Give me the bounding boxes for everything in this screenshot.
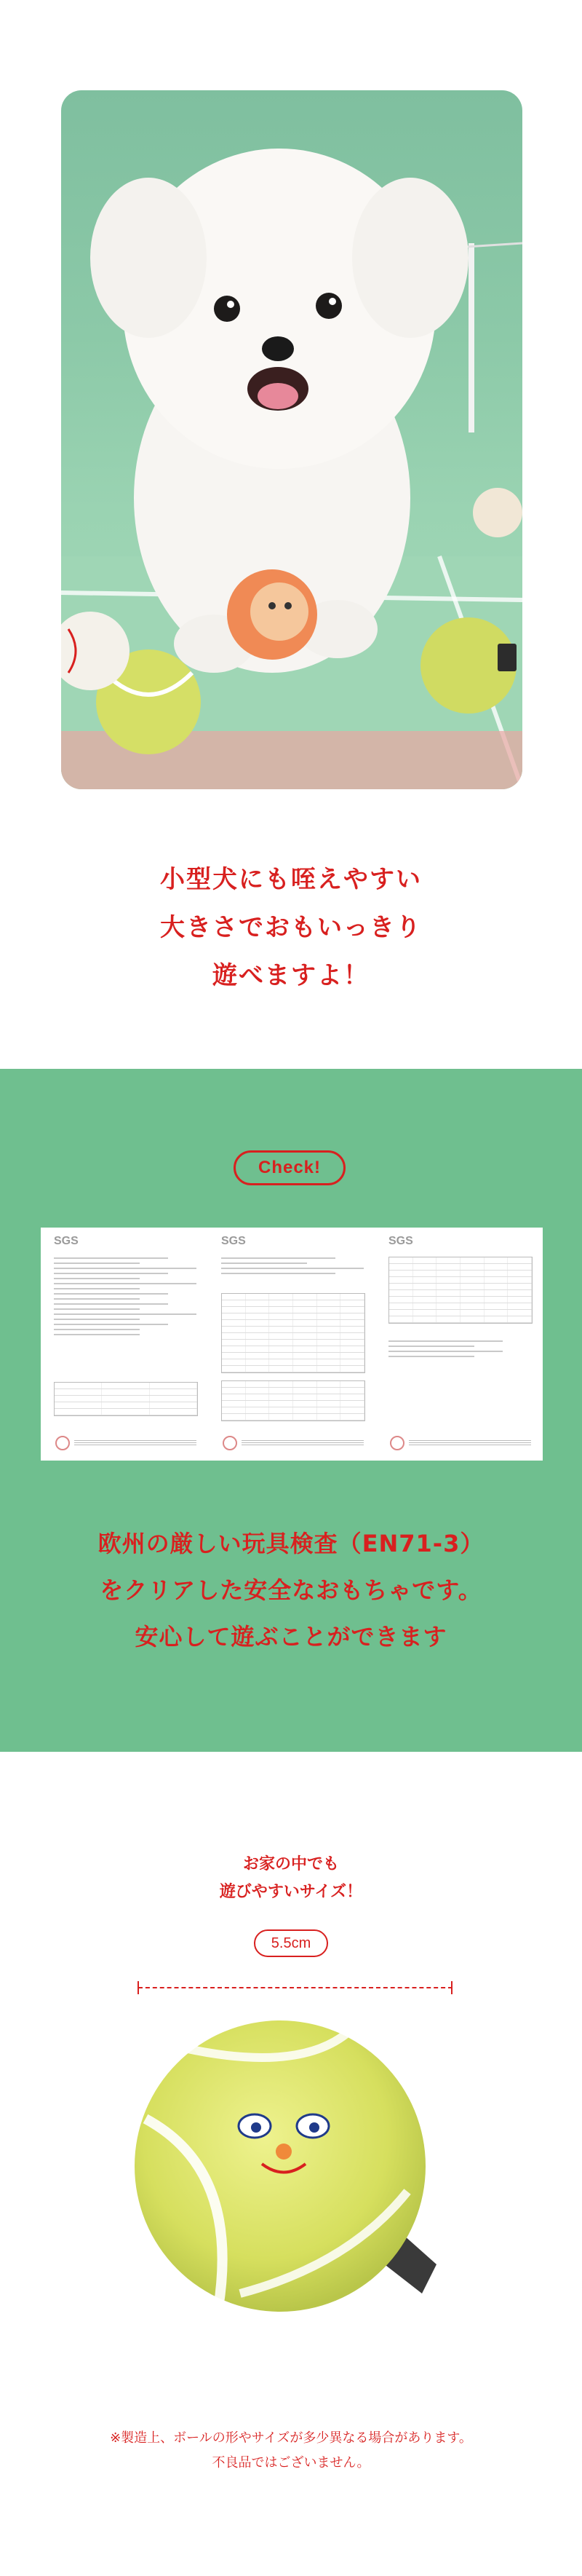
check-badge: Check!: [234, 1150, 346, 1185]
safety-line: 安心して遊ぶことができます: [135, 1623, 447, 1651]
test-report-page: [212, 1228, 372, 1461]
tennis-ball-toy-image: [131, 2002, 466, 2344]
dimension-line-cap: [451, 1981, 453, 1994]
hero-photo: [61, 90, 522, 789]
size-heading-line: 遊びやすいサイズ！: [219, 1883, 363, 1901]
certification-stamp-icon: [223, 1436, 237, 1450]
safety-check-section: [0, 1069, 582, 1752]
safety-line: をクリアした安全なおもちゃです。: [100, 1576, 482, 1604]
catchphrase-size: [0, 856, 582, 1000]
sgs-logo: SGS: [388, 1235, 413, 1247]
note-line: 不良品ではございません。: [212, 2455, 370, 2470]
dimension-line: [138, 1987, 453, 1988]
test-report-documents: [41, 1228, 543, 1461]
safety-line: 欧州の厳しい玩具検査（EN71-3）: [97, 1530, 485, 1557]
sgs-logo: SGS: [221, 1235, 246, 1247]
tennis-ball-icon: [131, 2002, 466, 2344]
certification-stamp-icon: [390, 1436, 404, 1450]
note-line: ※製造上、ボールの形やサイズが多少異なる場合があります。: [110, 2430, 472, 2446]
catchphrase-line: 大きさでおもいっきり: [160, 913, 422, 942]
dimension-badge: 5.5cm: [254, 1929, 328, 1957]
certification-stamp-icon: [55, 1436, 70, 1450]
test-report-page: [45, 1228, 205, 1461]
dog-with-toys-illustration: [61, 90, 522, 789]
sgs-logo: SGS: [54, 1235, 79, 1247]
size-heading-line: お家の中でも: [242, 1855, 339, 1873]
catchphrase-line: 遊べますよ！: [212, 961, 370, 990]
catchphrase-line: 小型犬にも咥えやすい: [160, 865, 422, 894]
safety-statement: [0, 1520, 582, 1660]
size-heading: [0, 1851, 582, 1906]
test-report-page: [380, 1228, 540, 1461]
manufacturing-note: [0, 2426, 582, 2476]
dimension-line-cap: [137, 1981, 139, 1994]
